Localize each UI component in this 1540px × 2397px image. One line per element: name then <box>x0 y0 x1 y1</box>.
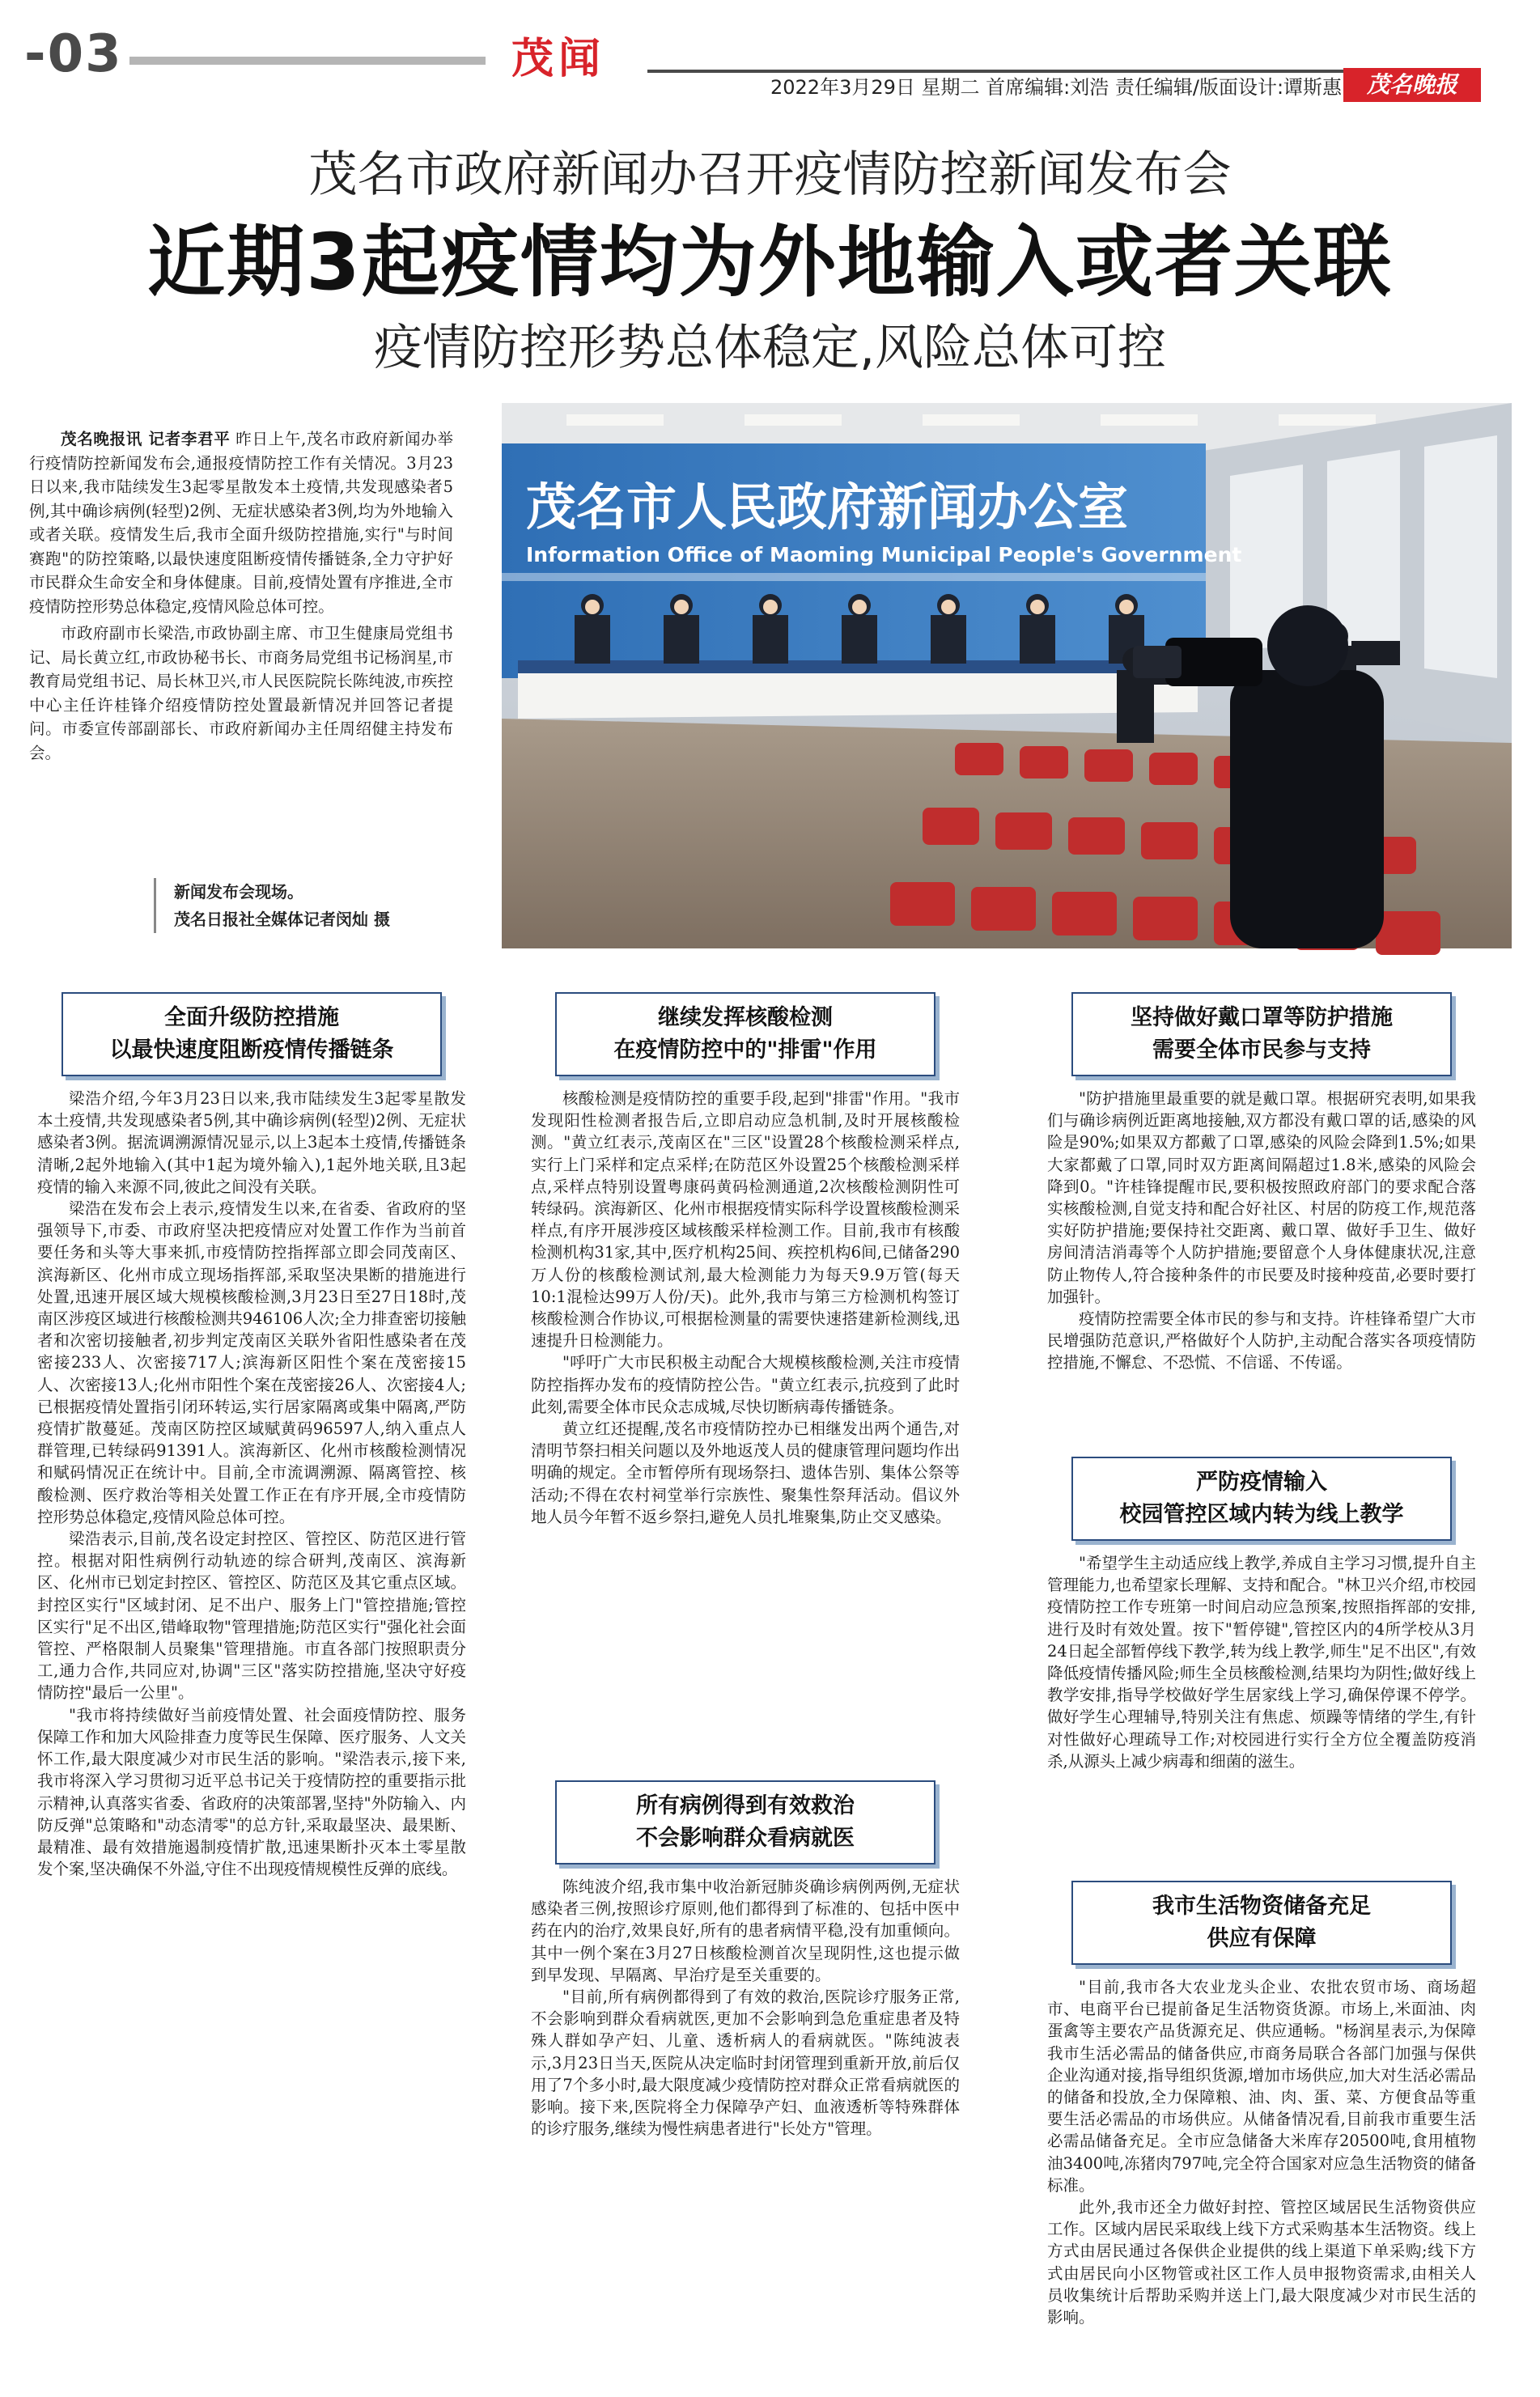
lead-paragraph-1 <box>29 427 453 618</box>
s1-paragraph-3: 梁浩表示,目前,茂名设定封控区、管控区、防范区进行管控。根据对阳性病例行动轨迹的综合研判,茂南区、滨海新区、化州市已划定封控区、管控区、防范区及其它重点区域。封控区实行"区域封闭、足不出户、服务上门"管控措施;管控区实行"足不出区,错峰取物"管理措施;防范区实行"强化社会面管控、严格限制人员聚集"管理措施。市直各部门按照职责分工,通力合作,共同应对,协调"三区"落实防控措施,坚决守好疫情防控"最后一公里"。 <box>37 1529 466 1703</box>
s2-paragraph-1: 核酸检测是疫情防控的重要手段,起到"排雷"作用。"我市发现阳性检测者报告后,立即启动应急机制,及时开展核酸检测。"黄立红表示,茂南区在"三区"设置28个核酸检测采样点,实行上门采样和定点采样;在防范区外设置25个核酸检测采样点,采样点特别设置粤康码黄码检测通道,2次核酸检测阴性可转绿码。滨海新区、化州市根据疫情实际科学设置核酸检测采样点,有序开展涉疫区域核酸采样检测工作。目前,我市有核酸检测机构31家,其中,医疗机构25间、疾控机构6间,已储备290万人份的核酸检测试剂,最大检测能力为每天9.9万管(每天10:1混检达99万人份/天)。此外,我市与第三方检测机构签订核酸检测合作协议,可根据检测量的需要快速搭建新检测线,迅速提升日检测能力。 <box>531 1089 960 1351</box>
section-heading-3-line-2: 不会影响群众看病就医 <box>636 1826 855 1851</box>
section-heading-4-line-2: 需要全体市民参与支持 <box>1152 1037 1371 1063</box>
edition-info: 2022年3月29日 星期二 首席编辑:刘浩 责任编辑/版面设计:谭斯惠 <box>770 76 1343 99</box>
section-heading-3 <box>555 1780 935 1865</box>
s4-paragraph-1: "防护措施里最重要的就是戴口罩。根据研究表明,如果我们与确诊病例近距离地接触,双方都没有戴口罩的话,感染的风险是90%;如果双方都戴了口罩,感染的风险会降到1.5%;如果大家都戴了口罩,同时双方距离间隔超过1.8米,感染的风险会降到0。"许桂锋提醒市民,要积极按照政府部门的要求配合落实核酸检测,自觉支持和配合好社区、村居的防疫工作,规范落实好防护措施;要保持社交距离、戴口罩、做好手卫生、做好房间清洁消毒等个人防护措施;要留意个人身体健康状况,注意防止物传人,符合接种条件的市民要及时接种疫苗,必要时要打加强针。 <box>1047 1089 1476 1306</box>
s1-paragraph-4: "我市将持续做好当前疫情处置、社会面疫情防控、服务保障工作和加大风险排查力度等民生保障、医疗服务、人文关怀工作,最大限度减少对市民生活的影响。"梁浩表示,接下来,我市将深入学习贯彻习近平总书记关于疫情防控的重要指示批示精神,认真落实省委、省政府的决策部署,坚持"外防输入、内防反弹"总策略和"动态清零"的总方针,采取最坚决、最果断、最精准、最有效措施遏制疫情扩散,迅速果断扑灭本土零星散发个案,坚决确保不外溢,守住不出现疫情规模性反弹的底线。 <box>37 1705 466 1879</box>
section-body-5 <box>1047 1552 1476 1868</box>
section-body-1 <box>37 1088 466 2257</box>
s1-paragraph-2: 梁浩在发布会上表示,疫情发生以来,在省委、省政府的坚强领导下,市委、市政府坚决把疫情应对处置工作作为当前首要任务和头等大事来抓,市疫情防控指挥部立即会同茂南区、滨海新区、化州市成立现场指挥部,采取坚决果断的措施进行处置,迅速开展区域大规模核酸检测,3月23日至27日18时,茂南区涉疫区域进行核酸检测共946106人次;全力排查密切接触者和次密切接触者,初步判定茂南区关联外省阳性感染者在茂密接233人、次密接717人;滨海新区阳性个案在茂密接15人、次密接13人;化州市阳性个案在茂密接26人、次密接4人;已根据疫情处置指引闭环转运,实行居家隔离或集中隔离,严防疫情扩散蔓延。茂南区防控区域赋黄码96597人,纳入重点人群管理,已转绿码91391人。滨海新区、化州市核酸检测情况和赋码情况正在统计中。目前,全市流调溯源、隔离管控、核酸检测、医疗救治等相关处置工作正在有序开展,全市疫情防控形势总体稳定,疫情风险总体可控。 <box>37 1199 466 1526</box>
s2-paragraph-3: 黄立红还提醒,茂名市疫情防控办已相继发出两个通告,对清明节祭扫相关问题以及外地返茂人员的健康管理问题均作出明确的规定。全市暂停所有现场祭扫、遗体告别、集体公祭等活动;不得在农村祠堂举行宗族性、聚集性祭拜活动。倡议外地人员今年暂不返乡祭扫,避免人员扎堆聚集,防止交叉感染。 <box>531 1419 960 1526</box>
section-heading-5-line-1: 严防疫情输入 <box>1196 1470 1327 1495</box>
column-right <box>1047 979 1476 2397</box>
page-number: -03 <box>24 24 123 84</box>
caption-line-1: 新闻发布会现场。 <box>174 882 303 902</box>
section-body-2 <box>531 1088 960 1767</box>
section-heading-2 <box>555 992 935 1076</box>
section-heading-1 <box>62 992 442 1076</box>
section-heading-4-line-1: 坚持做好戴口罩等防护措施 <box>1131 1005 1393 1030</box>
section-heading-3-line-1: 所有病例得到有效救治 <box>636 1793 855 1818</box>
section-heading-5 <box>1071 1457 1452 1541</box>
photo-illustration <box>502 403 1512 948</box>
s6-paragraph-2: 此外,我市还全力做好封控、管控区域居民生活物资供应工作。区域内居民采取线上线下方式采购基本生活物资。线上方式由居民通过各保供企业提供的线上渠道下单采购;线下方式由居民向小区物管或社区工作人员申报物资需求,由相关人员收集统计后帮助采购并送上门,最大限度减少对市民生活的影响。 <box>1047 2198 1476 2327</box>
section-body-6 <box>1047 1976 1476 2397</box>
lead-article <box>29 427 453 871</box>
section-body-3 <box>531 1876 960 2280</box>
column-left <box>37 979 466 2257</box>
section-title: 茂闻 <box>511 35 606 83</box>
s4-paragraph-2: 疫情防控需要全体市民的参与和支持。许桂锋希望广大市民增强防范意识,严格做好个人防护,主动配合落实各项疫情防控措施,不懈怠、不恐慌、不信谣、不传谣。 <box>1047 1309 1476 1372</box>
headline-kicker: 茂名市政府新闻办召开疫情防控新闻发布会 <box>308 146 1232 203</box>
section-heading-1-line-1: 全面升级防控措施 <box>164 1005 339 1030</box>
headline-main: 近期3起疫情均为外地输入或者关联 <box>147 217 1393 308</box>
section-body-4 <box>1047 1088 1476 1444</box>
s1-paragraph-1: 梁浩介绍,今年3月23日以来,我市陆续发生3起零星散发本土疫情,共发现感染者5例,其中确诊病例(轻型)2例、无症状感染者3例。据流调溯源情况显示,以上3起本土疫情,传播链条清晰,2起外地输入(其中1起为境外输入),1起外地关联,且3起疫情的输入来源不同,彼此之间没有关联。 <box>37 1089 466 1196</box>
photo-caption <box>154 878 461 933</box>
s3-paragraph-1: 陈纯波介绍,我市集中收治新冠肺炎确诊病例两例,无症状感染者三例,按照诊疗原则,他们都得到了标准的、包括中医中药在内的治疗,效果良好,所有的患者病情平稳,没有加重倾向。其中一例个案在3月27日核酸检测首次呈现阴性,这也提示做到早发现、早隔离、早治疗是至关重要的。 <box>531 1877 960 1984</box>
section-heading-6-line-2: 供应有保障 <box>1207 1926 1317 1951</box>
section-heading-2-line-2: 在疫情防控中的"排雷"作用 <box>613 1037 877 1063</box>
section-heading-6-line-1: 我市生活物资储备充足 <box>1152 1894 1371 1919</box>
s3-paragraph-2: "目前,所有病例都得到了有效的救治,医院诊疗服务正常,不会影响到群众看病就医,更加不会影响到急危重症患者及特殊人群如孕产妇、儿童、透析病人的看病就医。"陈纯波表示,3月23日当天,医院从决定临时封闭管理到重新开放,前后仅用了7个多小时,最大限度减少疫情防控对群众正常看病就医的影响。接下来,医院将全力保障孕产妇、血液透析等特殊群体的诊疗服务,继续为慢性病患者进行"长处方"管理。 <box>531 1988 960 2139</box>
press-conference-photo <box>502 403 1512 948</box>
column-middle <box>531 979 960 2280</box>
section-heading-6 <box>1071 1881 1452 1965</box>
paper-logo: 茂名晚报 <box>1343 68 1481 102</box>
section-heading-1-line-2: 以最快速度阻断疫情传播链条 <box>109 1037 394 1063</box>
photo-backdrop-en: Information Office of Maoming Municipal People's Government <box>526 543 1242 566</box>
masthead <box>0 0 1540 113</box>
caption-line-2: 茂名日报社全媒体记者闵灿 摄 <box>174 910 390 929</box>
headline-sub: 疫情防控形势总体稳定,风险总体可控 <box>373 320 1167 376</box>
photo-backdrop-cn: 茂名市人民政府新闻办公室 <box>526 477 1129 537</box>
s6-paragraph-1: "目前,我市各大农业龙头企业、农批农贸市场、商场超市、电商平台已提前备足生活物资货源。市场上,米面油、肉蛋禽等主要农产品货源充足、供应通畅。"杨润星表示,为保障我市生活必需品的储备供应,市商务局联合各部门加强与保供企业沟通对接,指导组织货源,增加市场供应,加大对生活必需品的储备和投放,全力保障粮、油、肉、蛋、菜、方便食品等重要生活必需品的市场供应。从储备情况看,目前我市重要生活必需品储备充足。全市应急储备大米库存20500吨,食用植物油3400吨,冻猪肉797吨,完全符合国家对应急生活物资的储备标准。 <box>1047 1978 1476 2195</box>
page-number-rule <box>129 57 486 65</box>
section-heading-2-line-1: 继续发挥核酸检测 <box>658 1005 833 1030</box>
lead-paragraph-2: 市政府副市长梁浩,市政协副主席、市卫生健康局党组书记、局长黄立红,市政协秘书长、市商务局党组书记杨润星,市教育局党组书记、局长林卫兴,市人民医院院长陈纯波,市疾控中心主任许桂锋介绍疫情防控处置最新情况并回答记者提问。市委宣传部副部长、市政府新闻办主任周绍健主持发布会。 <box>29 624 453 762</box>
byline: 茂名晚报讯 记者李君平 <box>61 430 231 448</box>
section-heading-4 <box>1071 992 1452 1076</box>
lead-text-1: 昨日上午,茂名市政府新闻办举行疫情防控新闻发布会,通报疫情防控工作有关情况。3月23日以来,我市陆续发生3起零星散发本土疫情,共发现感染者5例,其中确诊病例(轻型)2例、无症状感染者3例,均为外地输入或者关联。疫情发生后,我市全面升级防控措施,实行"与时间赛跑"的防控策略,以最快速度阻断疫情传播链条,全力守护好市民群众生命安全和身体健康。目前,疫情处置有序推进,全市疫情防控形势总体稳定,疫情风险总体可控。 <box>29 430 453 616</box>
s5-paragraph-1: "希望学生主动适应线上教学,养成自主学习习惯,提升自主管理能力,也希望家长理解、支持和配合。"林卫兴介绍,市校园疫情防控工作专班第一时间启动应急预案,按照指挥部的安排,进行及时有效处置。按下"暂停键",管控区内的4所学校从3月24日起全部暂停线下教学,转为线上教学,师生"足不出区",有效降低疫情传播风险;师生全员核酸检测,结果均为阴性;做好线上教学安排,指导学校做好学生居家线上学习,确保停课不停学。做好学生心理辅导,特别关注有焦虑、烦躁等情绪的学生,有针对性做好心理疏导工作;对校园进行实行全方位全覆盖防疫消杀,从源头上减少病毒和细菌的滋生。 <box>1047 1554 1476 1771</box>
s2-paragraph-2: "呼吁广大市民积极主动配合大规模核酸检测,关注市疫情防控指挥办发布的疫情防控公告。"黄立红表示,抗疫到了此时此刻,需要全体市民众志成城,尽快切断病毒传播链条。 <box>531 1353 960 1416</box>
section-heading-5-line-2: 校园管控区域内转为线上教学 <box>1119 1502 1404 1527</box>
